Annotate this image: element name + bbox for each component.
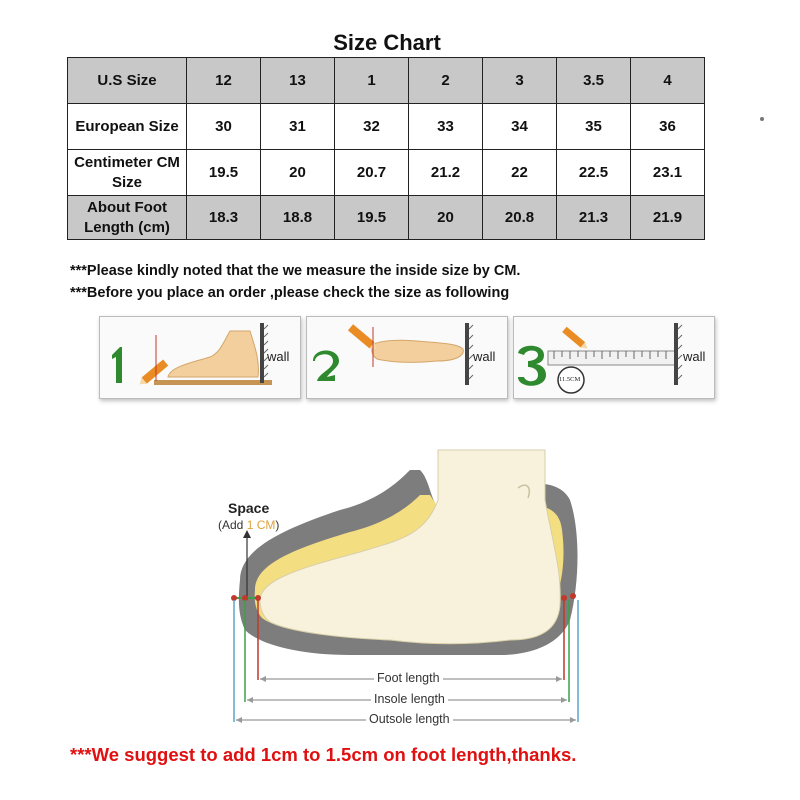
shoe-diagram [200,440,600,730]
table-cell: 22 [483,150,557,196]
table-row [68,58,705,104]
space-sub-suffix: ) [275,518,280,532]
table-cell: 32 [335,104,409,150]
reading-label: 11.5CM [559,376,581,383]
foot-shape [168,331,258,377]
space-sub-label [218,518,279,532]
step-3-panel [513,316,715,399]
table-cell: 22.5 [557,150,631,196]
row-header: European Size [68,104,187,150]
table-cell: 18.3 [187,196,261,240]
table-cell: 2 [409,58,483,104]
table-cell: 33 [409,104,483,150]
table-cell: 19.5 [335,196,409,240]
table-cell: 30 [187,104,261,150]
row-header: Centimeter CM Size [68,150,187,196]
wall-line [260,323,264,383]
table-cell: 31 [261,104,335,150]
foot-shape [372,340,463,362]
table-cell: 12 [187,58,261,104]
table-cell: 20 [409,196,483,240]
row-header: About Foot Length (cm) [68,196,187,240]
step-1-panel [99,316,301,399]
table-cell: 18.8 [261,196,335,240]
note-line-2: ***Before you place an order ,please check the size as following [70,285,510,301]
wall-line [465,323,469,385]
table-cell: 35 [557,104,631,150]
table-row [68,104,705,150]
floor-board [154,380,272,385]
step-2-panel [306,316,508,399]
wall-label: wall [683,349,706,364]
size-chart-table [67,57,705,240]
insole-length-label: Insole length [371,692,448,706]
note-line-1: ***Please kindly noted that the we measure the inside size by CM. [70,263,521,279]
wall-line [674,323,678,385]
table-cell: 21.2 [409,150,483,196]
stray-dot [760,117,764,121]
space-sub-prefix: (Add [218,518,247,532]
table-cell: 34 [483,104,557,150]
table-cell: 36 [631,104,705,150]
table-row [68,150,705,196]
space-label: Space [228,500,270,516]
step-number-3 [518,346,546,386]
step-number-2 [313,351,339,382]
row-header: U.S Size [68,58,187,104]
table-cell: 20.7 [335,150,409,196]
ruler [548,351,676,365]
table-cell: 3 [483,58,557,104]
space-sub-accent: 1 CM [246,518,276,532]
foot-length-label: Foot length [374,671,443,685]
wall-label: wall [267,349,290,364]
table-cell: 21.3 [557,196,631,240]
table-cell: 1 [335,58,409,104]
table-cell: 21.9 [631,196,705,240]
step-number-1 [112,347,122,383]
table-cell: 3.5 [557,58,631,104]
outsole-length-label: Outsole length [366,712,453,726]
table-cell: 4 [631,58,705,104]
page-title: Size Chart [333,30,441,55]
table-cell: 20 [261,150,335,196]
table-cell: 13 [261,58,335,104]
footer-note: ***We suggest to add 1cm to 1.5cm on foot length,thanks. [70,744,577,765]
table-cell: 23.1 [631,150,705,196]
wall-label: wall [473,349,496,364]
table-cell: 19.5 [187,150,261,196]
table-cell: 20.8 [483,196,557,240]
table-row [68,196,705,240]
